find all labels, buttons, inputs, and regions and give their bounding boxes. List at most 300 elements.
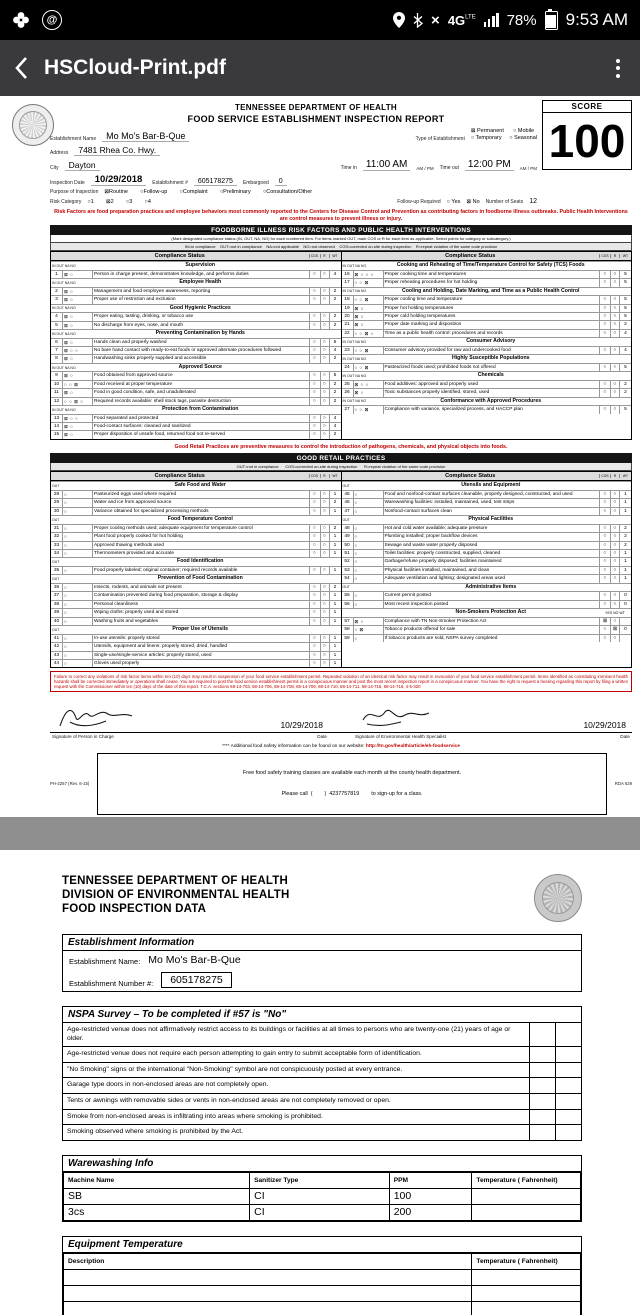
retail-practices-table xyxy=(50,471,632,668)
r-mark: ○ xyxy=(610,296,619,303)
cos-mark: ○ xyxy=(599,279,610,286)
website-note: **** Additional food safety information can be found on our website: http://tn.gov/health/article/eh-foodservice xyxy=(222,743,460,749)
item-description: Food received at proper temperature xyxy=(92,381,309,388)
nspa-answer-cell xyxy=(529,1125,555,1140)
nspa-answer-cell xyxy=(555,1047,581,1062)
weight-value: 2 xyxy=(329,584,341,591)
cos-mark: ○ xyxy=(599,542,610,549)
item-number: 12 xyxy=(53,398,60,404)
r-mark: ○ xyxy=(320,415,329,422)
r-mark: ○ xyxy=(320,322,329,329)
status-bar xyxy=(0,0,640,40)
cos-mark: ○ xyxy=(309,423,320,430)
cos-mark: ○ xyxy=(309,491,320,498)
cos-mark: ○ xyxy=(309,660,320,667)
section-header-row xyxy=(342,287,632,296)
compliance-marks: ○ xyxy=(353,558,383,565)
nspa-statement: Garage type doors in non-enclosed areas are not completely open. xyxy=(67,1081,269,1089)
weight-value: 5 xyxy=(619,406,631,413)
inspection-item-row xyxy=(51,312,341,320)
section-header-row xyxy=(51,329,341,338)
item-description: Plumbing installed; proper backflow devices xyxy=(383,533,600,540)
compliance-marks: ○ ⊠ xyxy=(353,626,383,633)
item-description: Food separated and protected xyxy=(92,415,309,422)
nspa-survey-row xyxy=(63,1023,581,1046)
column-header: Compliance Status COS R WT xyxy=(342,472,632,481)
compliance-marks: ○ xyxy=(62,567,92,574)
item-description: Thermometers provided and accurate xyxy=(92,550,309,557)
nspa-survey-row xyxy=(63,1077,581,1093)
inspection-item-row xyxy=(51,659,341,667)
weight-value: 1 xyxy=(619,508,631,515)
purpose-label: Purpose of Inspection xyxy=(50,189,99,195)
cos-mark: ○ xyxy=(309,431,320,438)
inspection-item-row xyxy=(51,600,341,608)
item-number: 23 xyxy=(344,347,350,353)
section-header-row xyxy=(51,405,341,414)
section-title: Physical Facilities xyxy=(468,516,514,523)
inspection-item-row xyxy=(342,557,632,565)
retail-legend: OUT=not in compliance COS=corrected on-site during inspection R=repeat violation of the same code provision xyxy=(50,463,632,471)
item-number: 56 xyxy=(344,601,350,607)
inspection-item-row xyxy=(342,549,632,557)
weight-value: 1 xyxy=(329,609,341,616)
column-header: Temperature ( Fahrenheit) xyxy=(472,1172,581,1188)
section-title: Supervision xyxy=(185,262,216,269)
compliance-marks: ⊠ ○ xyxy=(353,389,383,396)
risk-category-options: ○1 ⊠2 ○3 ○4 xyxy=(87,199,151,205)
item-number: 39 xyxy=(53,610,60,616)
item-number: 48 xyxy=(344,525,350,531)
nspa-answer-cell xyxy=(555,1023,581,1046)
item-description: Washing fruits and vegetables xyxy=(92,618,309,625)
weight-value: 4 xyxy=(329,423,341,430)
compliance-marks: ○ xyxy=(62,601,92,608)
item-number: 31 xyxy=(53,525,60,531)
inspection-item-row xyxy=(51,651,341,659)
r-mark: ○ xyxy=(610,491,619,498)
item-number: 59 xyxy=(344,635,350,641)
weight-value: 1 xyxy=(329,567,341,574)
weight-value: 4 xyxy=(329,271,341,278)
item-number: 38 xyxy=(53,601,60,607)
page1-footer xyxy=(50,753,632,815)
inspection-item-row xyxy=(342,388,632,396)
r-mark: ○ xyxy=(610,575,619,582)
section-title: Approved Source xyxy=(178,363,222,370)
item-description: Proper date marking and disposition xyxy=(383,321,600,328)
r-mark: ⊠ xyxy=(610,626,619,633)
cos-mark: ○ xyxy=(599,550,610,557)
item-description: Food obtained from approved source xyxy=(92,372,309,379)
r-mark: ○ xyxy=(320,618,329,625)
time-in-value: 11:00 AM xyxy=(363,159,411,171)
item-description: If tobacco products are sold, NSPA survey completed xyxy=(383,635,600,642)
compliance-columns-label: IN OUT NA NO xyxy=(52,263,76,268)
item-description: Approved thawing methods used xyxy=(92,542,309,549)
bluetooth-icon xyxy=(413,12,423,28)
r-mark: ○ xyxy=(320,592,329,599)
weight-value xyxy=(619,635,631,642)
table-cell: SB xyxy=(64,1188,250,1204)
column-header: PPM xyxy=(389,1172,472,1188)
battery-icon xyxy=(545,11,558,30)
embargoed-value: 0 xyxy=(275,178,287,186)
item-description: Warewashing facilities: installed, maintained, used; test strips xyxy=(383,499,600,506)
weight-value: 2 xyxy=(619,533,631,540)
equipment-temperature-section xyxy=(62,1236,582,1315)
r-mark: ○ xyxy=(320,389,329,396)
nspa-statement: "No Smoking" signs or the international "Non-Smoking" symbol are not conspicuously posted at every entrance. xyxy=(67,1065,403,1073)
item-number: 53 xyxy=(344,567,350,573)
establishment-information-title: Establishment Information xyxy=(63,935,581,951)
inspection-item-row xyxy=(51,507,341,515)
r-mark: ○ xyxy=(610,508,619,515)
pdf-page-2 xyxy=(0,850,640,1315)
inspection-item-row xyxy=(342,574,632,582)
item-description: Management and food employee awareness, reporting xyxy=(92,288,309,295)
inspection-item-row xyxy=(342,490,632,498)
inspection-item-row xyxy=(51,380,341,388)
table-header-row xyxy=(64,1172,581,1188)
item-number: 30 xyxy=(53,508,60,514)
compliance-marks: ○ xyxy=(62,618,92,625)
inspection-item-row xyxy=(342,625,632,633)
item-description: Hands clean and properly washed xyxy=(92,339,309,346)
inspection-item-row xyxy=(342,532,632,540)
inspection-item-row xyxy=(51,524,341,532)
nspa-answer-cell xyxy=(529,1078,555,1093)
item-number: 26 xyxy=(344,390,350,396)
table-cell: 200 xyxy=(389,1204,472,1220)
inspection-date-label: Inspection Date xyxy=(50,180,85,186)
cos-mark: ○ xyxy=(309,347,320,354)
legal-fine-print: Failure to correct any violations of risk factor items within ten (10) days may result in suspension of your food service establishment permit. Repeated violation of an identical risk factor may result in revocation of your food service establishment permit. Items identified as constituting imminent health hazards shall be corrected immediately or operations shall cease. You are required to post the food service establishment permit in a conspicuous manner and post the most recent inspection report in a conspicuous manner. You have the right to request a hearing regarding this report by filing a written request with the Commissioner within ten (10) days of the date of this report. T.C.A. sections 68-14-703, 68-14-706, 68-14-708, 68-14-709, 68-14-710, 68-14-711, 68-14-715, 68-14-716, 4-5-320 xyxy=(50,671,632,692)
cos-mark: ○ xyxy=(599,406,610,413)
overflow-menu-icon[interactable] xyxy=(610,53,626,84)
compliance-marks: ⊠ ○ xyxy=(62,322,92,329)
compliance-columns-label: IN OUT NA NO xyxy=(342,289,367,294)
item-number: 19 xyxy=(344,305,350,311)
weight-value: 4 xyxy=(619,330,631,337)
cos-mark: ○ xyxy=(309,415,320,422)
item-description: Proper hot holding temperatures xyxy=(383,305,600,312)
table-cell: 3cs xyxy=(64,1204,250,1220)
item-description: Single-use/single-service articles: properly stored, used xyxy=(92,652,309,659)
section-title: Non-Smokers Protection Act xyxy=(455,609,526,616)
compliance-columns-label: IN OUT NA NO xyxy=(342,374,367,379)
cos-mark: ○ xyxy=(599,575,610,582)
section-title: Consumer Advisory xyxy=(466,338,516,345)
compliance-columns-label: OUT xyxy=(52,518,60,523)
establishment-information-section xyxy=(62,934,582,992)
compliance-marks: ⊠ ○ ○ xyxy=(353,381,383,388)
cos-mark: ○ xyxy=(309,584,320,591)
email-notification-icon: @ xyxy=(42,10,62,30)
item-description: In-use utensils: properly stored xyxy=(92,635,309,642)
cos-mark: ○ xyxy=(309,601,320,608)
item-description: Consumer advisory provided for raw and undercooked food xyxy=(383,347,600,354)
weight-value: 2 xyxy=(329,381,341,388)
section-header-row xyxy=(51,261,341,270)
compliance-marks: ⊠ ○ xyxy=(62,313,92,320)
compliance-columns-label: OUT xyxy=(52,484,60,489)
cos-mark: ○ xyxy=(309,542,320,549)
r-mark: ○ xyxy=(320,499,329,506)
time-out-label: Time out xyxy=(439,165,459,171)
table-row xyxy=(64,1301,581,1315)
weight-value: 1 xyxy=(329,533,341,540)
weight-value: 5 xyxy=(619,305,631,312)
item-number: 22 xyxy=(344,330,350,336)
item-number: 3 xyxy=(55,297,58,303)
network-4g-lte-icon: $4G^{LTE}$ xyxy=(447,13,476,28)
inspection-item-row xyxy=(342,600,632,608)
item-number: 52 xyxy=(344,559,350,565)
column-header: Description xyxy=(64,1253,472,1269)
nspa-answer-cell xyxy=(555,1063,581,1078)
app-header xyxy=(0,40,640,96)
compliance-marks: ⊠ ○ ○ ○ xyxy=(353,271,383,278)
warewashing-title: Warewashing Info xyxy=(63,1156,581,1172)
compliance-marks: ⊠ ○ xyxy=(62,339,92,346)
compliance-marks: ○ xyxy=(353,567,383,574)
compliance-marks: ⊠ ○ xyxy=(62,423,92,430)
item-number: 2 xyxy=(55,288,58,294)
weight-value: 2 xyxy=(619,542,631,549)
department-title: TENNESSEE DEPARTMENT OF HEALTH xyxy=(234,103,398,112)
inspection-item-row xyxy=(342,541,632,549)
weight-value: 2 xyxy=(329,355,341,362)
r-mark: ○ xyxy=(320,584,329,591)
nspa-answer-cell xyxy=(555,1125,581,1140)
cos-mark: ○ xyxy=(309,296,320,303)
weight-value: 1 xyxy=(329,592,341,599)
pdf-viewer[interactable] xyxy=(0,96,640,1315)
table-cell xyxy=(472,1301,581,1315)
weight-value: 2 xyxy=(619,389,631,396)
compliance-marks: ○ xyxy=(62,643,92,650)
inspection-item-row xyxy=(342,634,632,642)
signature-person-in-charge xyxy=(56,704,136,730)
compliance-columns-label: IN OUT NA NO xyxy=(52,280,76,285)
r-mark: ○ xyxy=(610,305,619,312)
establishment-number-label: Establishment Number #: xyxy=(69,979,154,988)
item-description: Hot and cold water available; adequate pressure xyxy=(383,525,600,532)
r-mark: ○ xyxy=(320,643,329,650)
item-number: 34 xyxy=(53,551,60,557)
section-title: Safe Food and Water xyxy=(174,482,226,489)
compliance-marks: ○ xyxy=(62,542,92,549)
item-description: Compliance with variance, specialized process, and HACCP plan xyxy=(383,406,600,413)
r-mark: ○ xyxy=(320,381,329,388)
item-description: Water and ice from approved source xyxy=(92,499,309,506)
item-number: 28 xyxy=(53,492,60,498)
cos-mark: ○ xyxy=(309,389,320,396)
section-header-row xyxy=(342,583,632,592)
item-number: 35 xyxy=(53,568,60,574)
nspa-survey-row xyxy=(63,1109,581,1125)
signature-ehs-specialist xyxy=(359,704,439,730)
rda-number: RDA 629 xyxy=(614,781,632,787)
weight-value: 1 xyxy=(329,601,341,608)
item-description: Garbage/refuse properly disposed; facilities maintained xyxy=(383,558,600,565)
compliance-marks: ○ xyxy=(62,635,92,642)
section-header-row xyxy=(51,625,341,634)
item-number: 37 xyxy=(53,593,60,599)
table-cell xyxy=(472,1285,581,1301)
establishment-name-value: Mo Mo's Bar-B-Que xyxy=(102,131,189,142)
inspection-item-row xyxy=(51,422,341,430)
cos-mark: ○ xyxy=(309,499,320,506)
item-number: 10 xyxy=(53,381,60,387)
inspection-item-row xyxy=(342,617,632,625)
item-number: 15 xyxy=(53,432,60,438)
compliance-marks: ⊠ ○ xyxy=(353,305,383,312)
r-mark: ○ xyxy=(610,618,619,625)
weight-value: 1 xyxy=(329,643,341,650)
r-mark: ○ xyxy=(320,533,329,540)
nspa-answer-cell xyxy=(529,1023,555,1046)
location-icon xyxy=(393,12,405,28)
compliance-marks: ○ xyxy=(353,525,383,532)
cos-mark: ○ xyxy=(309,288,320,295)
establishment-number-value: 605178275 xyxy=(194,178,237,186)
r-mark: ○ xyxy=(610,592,619,599)
cos-mark: ○ xyxy=(309,355,320,362)
nspa-answer-cell xyxy=(555,1110,581,1125)
retail-practices-note: Good Retail Practices are preventive measures to control the introduction of pathogens, chemicals, and physical objects into foods. xyxy=(174,443,508,450)
cos-mark: ○ xyxy=(309,643,320,650)
item-description: Current permit posted xyxy=(383,592,600,599)
weight-value: 2 xyxy=(329,322,341,329)
item-description: Nonfood-contact surfaces clean xyxy=(383,508,600,515)
column-header: Sanitizer Type xyxy=(250,1172,390,1188)
cos-mark: ○ xyxy=(309,567,320,574)
score-box xyxy=(542,100,632,170)
compliance-marks: ⊠ ○ ○ xyxy=(62,415,92,422)
compliance-columns-label: IN OUT NA NO xyxy=(342,357,367,362)
signature-labels: Signature of Person in Charge Date Signature of Environmental Health Specialist Date xyxy=(52,733,630,739)
form-number: PH-2267 (Rev. 6-15) xyxy=(50,781,90,787)
training-note: Free food safety training classes are available each month at the county health department. Please call ( ) 4237757819 to sign-up for a class. xyxy=(97,753,606,815)
establishment-fields: Establishment Name Mo Mo's Bar-B-Que Type of Establishment ⊠ Permanent ○ Mobile ○ Temporary ○ Seasonal Address 7481 Rhea Co. Hwy. City Dayton Time in 11:00 AM AM / PM Time out 12:00 PM AM / PM Inspection Date 10/29/2018 Establishment # 605178275 Embargoed 0 Purpose of Inspection ⊠Routine ○Follow-up ○Complaint ○Preliminary ○Consultation/Other Risk Category ○1 ⊠2 ○3 ○4 Follow-up Required ○ Yes ⊠ No Number of Seats 12 xyxy=(50,128,537,205)
section-header-row xyxy=(51,363,341,372)
weight-value: 1 xyxy=(619,558,631,565)
section-title: Chemicals xyxy=(477,372,504,379)
item-description: Personal cleanliness xyxy=(92,601,309,608)
inspection-item-row xyxy=(51,388,341,396)
item-number: 6 xyxy=(55,339,58,345)
nspa-answer-cell xyxy=(555,1078,581,1093)
back-icon[interactable] xyxy=(14,55,30,81)
cos-mark: ○ xyxy=(599,533,610,540)
compliance-marks: ○ xyxy=(353,575,383,582)
table-cell: CI xyxy=(250,1188,390,1204)
table-cell xyxy=(472,1188,581,1204)
compliance-marks: ○ ○ ⊠ xyxy=(353,279,383,286)
item-description: Compliance with TN Non-Smoker Protection Act xyxy=(383,618,600,625)
nspa-survey-section xyxy=(62,1006,582,1141)
weight-value: 1 xyxy=(329,491,341,498)
r-mark: ○ xyxy=(610,279,619,286)
r-mark: ○ xyxy=(320,372,329,379)
nspa-survey-title: NSPA Survey – To be completed if #57 is "No" xyxy=(63,1007,581,1023)
section-header-row xyxy=(51,557,341,566)
risk-factors-table xyxy=(50,251,632,440)
compliance-columns-label: IN OUT NA NO xyxy=(52,407,76,412)
r-mark: ○ xyxy=(610,542,619,549)
table-cell: CI xyxy=(250,1204,390,1220)
inspection-item-row xyxy=(51,414,341,422)
section-title: Prevention of Food Contamination xyxy=(157,575,243,582)
item-number: 9 xyxy=(55,373,58,379)
weight-value: 1 xyxy=(329,508,341,515)
r-mark: ○ xyxy=(610,381,619,388)
item-number: 43 xyxy=(53,652,60,658)
cos-mark: ○ xyxy=(599,508,610,515)
compliance-marks: ○ xyxy=(62,508,92,515)
item-number: 24 xyxy=(344,364,350,370)
weight-value: 1 xyxy=(329,660,341,667)
item-description: No bare hand contact with ready-to-eat foods or approved alternate procedures followed xyxy=(92,347,309,354)
cos-mark: ○ xyxy=(309,398,320,405)
establishment-number-value: 605178275 xyxy=(161,972,232,988)
section-title: Conformance with Approved Procedures xyxy=(440,397,542,404)
weight-value: 2 xyxy=(619,321,631,328)
inspection-item-row xyxy=(51,498,341,506)
item-description: Toilet facilities: properly constructed, supplied, cleaned xyxy=(383,550,600,557)
weight-value: 2 xyxy=(329,525,341,532)
r-mark: ○ xyxy=(320,652,329,659)
item-number: 41 xyxy=(53,635,60,641)
section-header-row xyxy=(342,261,632,270)
item-number: 18 xyxy=(344,297,350,303)
item-number: 57 xyxy=(344,618,350,624)
item-description: Proper cooling time and temperature xyxy=(383,296,600,303)
table-row xyxy=(64,1204,581,1220)
cos-mark: ○ xyxy=(599,635,610,642)
table-cell xyxy=(64,1301,472,1315)
item-number: 25 xyxy=(344,381,350,387)
weight-value: 1 xyxy=(619,550,631,557)
inspection-item-row xyxy=(342,566,632,574)
inspection-item-row xyxy=(51,338,341,346)
weight-value: 1 xyxy=(329,550,341,557)
section-header-row xyxy=(342,481,632,490)
section-title: Highly Susceptible Populations xyxy=(451,355,530,362)
nspa-answer-cell xyxy=(529,1094,555,1109)
city-label: City xyxy=(50,165,59,171)
item-description: No discharge from eyes, nose, and mouth xyxy=(92,322,309,329)
nspa-survey-row xyxy=(63,1093,581,1109)
website-link[interactable]: http://tn.gov/health/article/eh-foodservice xyxy=(365,743,460,749)
nspa-statement: Smoke from non-enclosed areas is infiltrating into areas where smoking is prohibited. xyxy=(67,1112,323,1120)
nspa-survey-row xyxy=(63,1046,581,1062)
weight-value: 0 xyxy=(619,601,631,608)
signal-strength-icon xyxy=(484,13,499,27)
battery-percentage: 78% xyxy=(506,11,537,29)
column-header: Machine Name xyxy=(64,1172,250,1188)
compliance-marks: ○ ○ ⊠ xyxy=(353,364,383,371)
item-description: Food-contact surfaces: cleaned and sanitized xyxy=(92,423,309,430)
inspection-item-row xyxy=(342,524,632,532)
compliance-marks: ○ ○ ⊠ xyxy=(353,296,383,303)
r-mark: ○ xyxy=(320,288,329,295)
r-mark: ○ xyxy=(320,347,329,354)
item-number: 27 xyxy=(344,407,350,413)
compliance-marks: ○ xyxy=(353,601,383,608)
